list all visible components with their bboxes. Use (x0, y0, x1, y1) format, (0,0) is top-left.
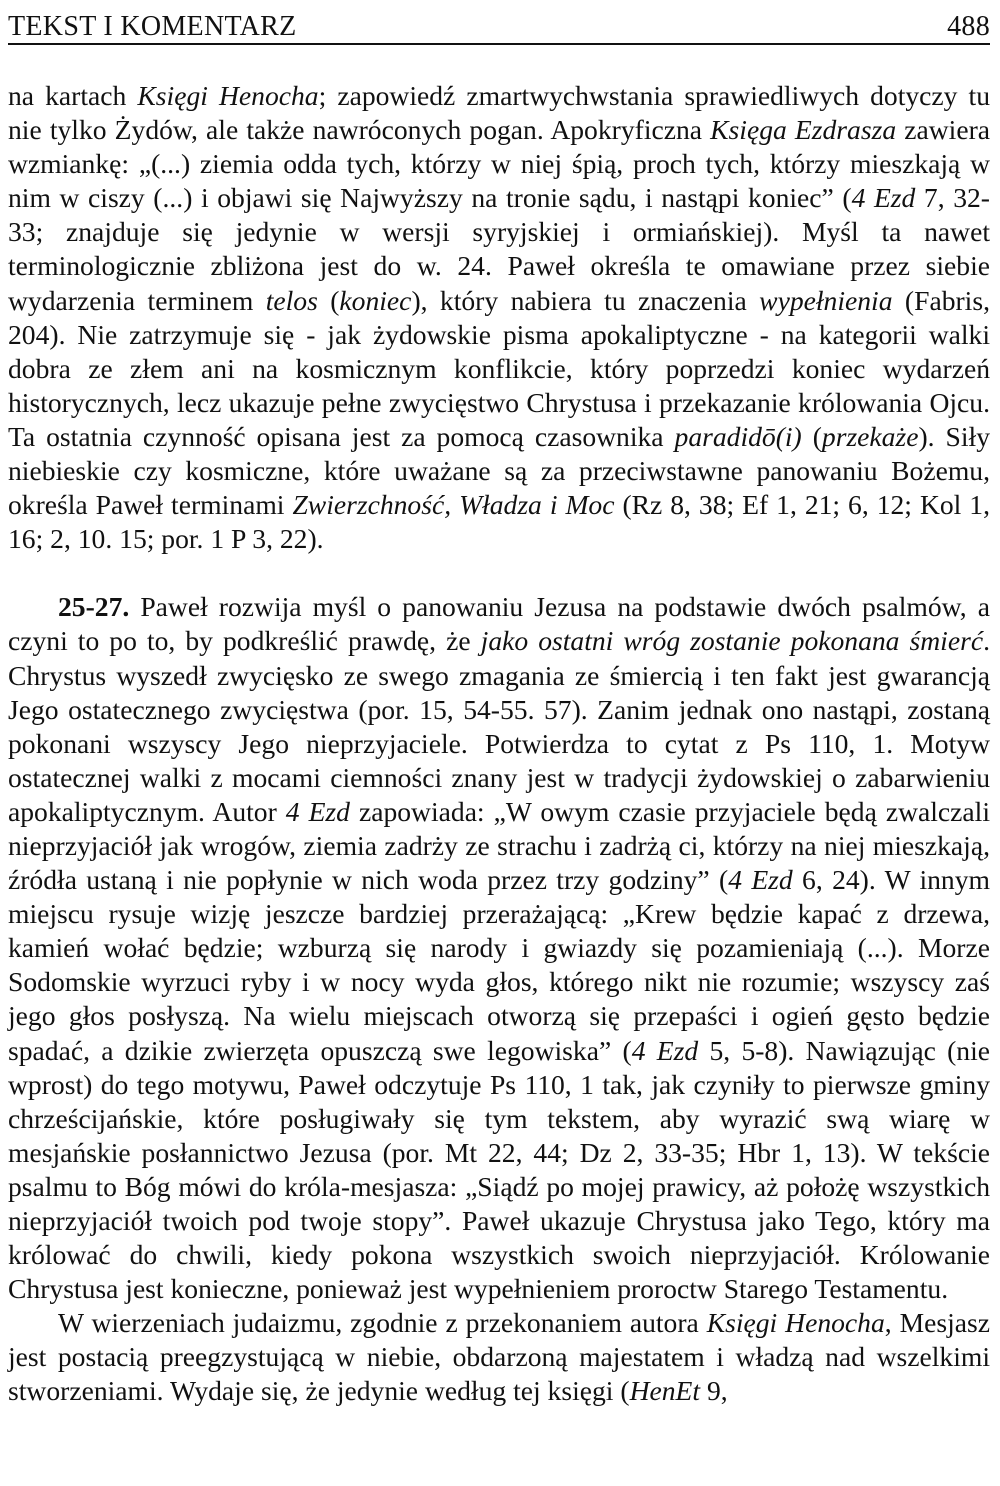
italic-text-run: 4 Ezd (851, 182, 916, 214)
text-run: ( (801, 420, 822, 452)
italic-text-run: 4 Ezd (285, 795, 350, 827)
text-run: ). Siły niebieskie czy kosmiczne, które uważane są za przeciwstawne panowaniu Bożemu, określa Paweł terminami (8, 420, 990, 521)
document-page (8, 10, 990, 1409)
italic-text-run: HenEt (629, 1375, 701, 1407)
italic-text-run: paradidō(i) (674, 420, 802, 452)
running-header (8, 10, 990, 45)
text-run: zapowiada: „W owym czasie przyjaciele będą zwalczali nieprzyjaciół jak wrogów, ziemia zadrży ze strachu i zadrżą ci, którzy na niej mieszkają, źródła ustaną i nie popłynie w nich woda przez trzy godziny” ( (8, 795, 990, 896)
main-text (8, 79, 990, 1409)
text-run: na kartach (8, 80, 138, 111)
italic-text-run: Księgi Henocha (137, 80, 319, 111)
text-run: Paweł rozwija myśl o panowaniu Jezusa na podstawie dwóch psalmów, a czyni to po to, by podkreślić prawdę, że (8, 591, 990, 657)
paragraph-continued (8, 79, 990, 556)
paragraph-verse-25-27 (8, 590, 990, 1306)
text-run: 7, 32-33; znajduje się jedynie w wersji syryjskiej i ormiańskiej). Myśl ta nawet terminologicznie zbliżona jest do w. 24. Paweł określa te omawiane przez siebie wydarzenia terminem (8, 182, 990, 316)
italic-text-run: Księga Ezdrasza (710, 114, 897, 146)
text-run: ( (317, 284, 340, 316)
text-run: 6, 24). W innym miejscu rysuje wizję jeszcze bardziej przerażającą: „Krew będzie kapać z drzewa, kamień wołać będzie; wzburzą się narody i gwiazdy się pozamieniają (...). Morze Sodomskie wyrzuci ryby i w nocy wyda głos, którego nikt nie rozumie; wszyscy zaś jego głos posłyszą. Na wielu miejscach otworzą się przepaści i ogień gęsto będzie spadać, a dzikie zwierzęta opuszczą swe legowiska” ( (8, 864, 990, 1066)
running-header-title: TEKST I KOMENTARZ (8, 11, 297, 42)
text-run: 9, (700, 1375, 728, 1407)
italic-text-run: 4 Ezd (631, 1034, 699, 1066)
text-run: W wierzeniach judaizmu, zgodnie z przekonaniem autora (58, 1307, 707, 1339)
text-run: 5, 5-8). Nawiązując (nie wprost) do tego motywu, Paweł odczytuje Ps 110, 1 tak, jak czyniły to pierwsze gminy chrześcijańskie, które posługiwały się tym tekstem, aby wyrazić swą wiarę w mesjańskie posłannictwo Jezusa (por. Mt 22, 44; Dz 2, 33-35; Hbr 1, 13). W tekście psalmu to Bóg mówi do króla-mesjasza: „Siądź po mojej prawicy, aż położę wszystkich nieprzyjaciół twoich pod twoje stopy”. Paweł ukazuje Chrystusa jako Tego, który ma królować do chwili, kiedy pokona wszystkich swoich nieprzyjaciół. Królowanie Chrystusa jest konieczne, ponieważ jest wypełnieniem proroctw Starego Testamentu. (8, 1034, 990, 1305)
italic-text-run: wypełnienia (759, 284, 893, 316)
text-run: zawiera wzmiankę: „(...) ziemia odda tych, którzy w niej śpią, proch tych, którzy mieszkają w nim w ciszy (...) i objawi się Najwyższy na tronie sądu, i nastąpi koniec” ( (8, 114, 991, 214)
text-run: (Rz 8, 38; Ef 1, 21; 6, 12; Kol 1, 16; 2, 10. 15; por. 1 P 3, 22). (8, 489, 990, 555)
italic-text-run: jako ostatni wróg zostanie pokonana śmierć (480, 625, 984, 657)
italic-text-run: Zwierzchność, Władza i Moc (292, 489, 615, 521)
verse-reference-marker: 25-27. (58, 591, 130, 623)
page-number: 488 (947, 11, 990, 42)
italic-text-run: 4 Ezd (728, 864, 793, 896)
text-run: ; zapowiedź zmartwychwstania sprawiedliwych dotyczy tu nie tylko Żydów, ale także nawróconych pogan. Apokryficzna (8, 80, 990, 146)
text-run: . Chrystus wyszedł zwycięsko ze swego zmagania ze śmiercią i ten fakt jest gwarancją Jego ostatecznego zwycięstwa (por. 15, 54-55. 57). Zanim jednak ono nastąpi, zostaną pokonani wszyscy Jego nieprzyjaciele. Potwierdza to cytat z Ps 110, 1. Motyw ostatecznej walki z mocami ciemności znany jest w tradycji żydowskiej o zabarwieniu apokaliptycznym. Autor (8, 625, 990, 827)
italic-text-run: Księgi Henocha (706, 1307, 885, 1339)
paragraph-judaism (8, 1306, 990, 1408)
italic-text-run: telos (265, 284, 318, 316)
text-run: ), który nabiera tu znaczenia (411, 284, 760, 316)
text-run: , Mesjasz jest postacią preegzystującą w niebie, obdarzoną majestatem i władzą nad wszelkimi stworzeniami. Wydaje się, że jedynie według tej księgi ( (8, 1307, 991, 1407)
text-run: (Fabris, 204). Nie zatrzymuje się - jak żydowskie pisma apokaliptyczne - na kategorii walki dobra ze złem ani na kosmicznym konflikcie, który poprzedzi koniec wydarzeń historycznych, lecz ukazuje pełne zwycięstwo Chrystusa i przekazanie królowania Ojcu. Ta ostatnia czynność opisana jest za pomocą czasownika (8, 284, 990, 452)
italic-text-run: koniec (339, 284, 412, 316)
italic-text-run: przekaże (821, 420, 919, 452)
